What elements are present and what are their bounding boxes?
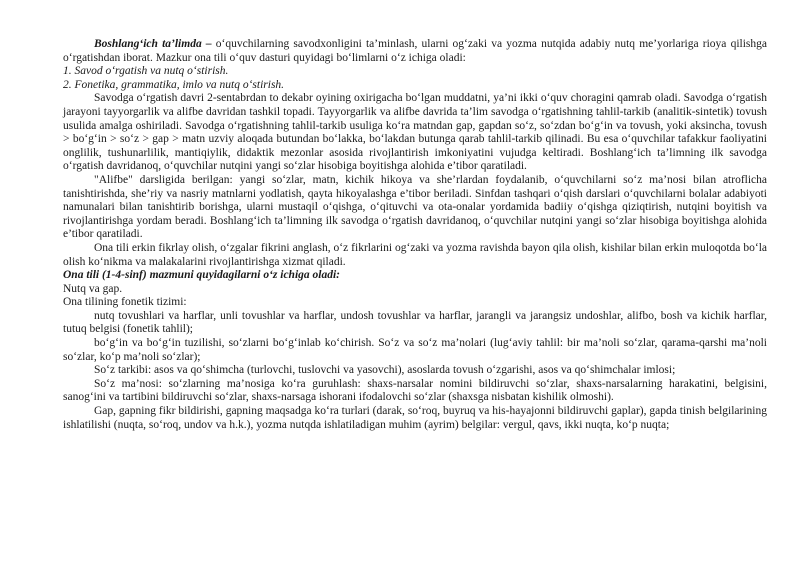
- paragraph-soz-tarkibi: So‘z tarkibi: asos va qo‘shimcha (turlovchi, tuslovchi va yasovchi), asoslarda tovush o‘zgarishi, asos va qo‘shimchalar imlosi;: [94, 364, 676, 377]
- list-item-1: 1. Savod o‘rgatish va nutq o‘stirish.: [63, 65, 229, 78]
- paragraph-tovushlar: nutq tovushlari va harflar, unli tovushlar va harflar, undosh tovushlar va harflar, jarangli va jarangsiz undoshlar, alifbo, bosh va kichik harflar, tutuq belgisi (fonetik tahlil);: [63, 309, 767, 336]
- line-fonetik: Ona tilining fonetik tizimi:: [63, 296, 187, 309]
- intro-text: o‘quvchilarning savodxonligini ta’minlash, ularni og‘zaki va yozma nutqida adabiy nutq me’yorlariga rioya qilishga o‘rgatishdan iborat. Mazkur ona tili o‘quv dasturi quyidagi bo‘limlarni o‘z ichiga oladi:: [63, 38, 767, 64]
- paragraph-alifbe: "Alifbe" darsligida berilgan: yangi so‘zlar, matn, kichik hikoya va she’rlardan foydalanib, o‘quvchilarni so‘z ma’nosi bilan atroflicha tanishtirishda, she’riy va nasriy matnlarni yodlatish, qayta hikoyalashga e’tibor beriladi. Sinfdan tashqari o‘qish darslari o‘quvchilarni bolalar adabiyoti namunalari bilan tanishtirib borishga, ularni mustaqil o‘qishga, o‘qituvchi va ota-onalar yordamida badiiy o‘qishga qiziqtirish, nutqini boyitish va rivojlantirishga yordam beradi. Boshlang‘ich ta’limning ilk savodga o‘rgatish davridanoq, o‘quvchilar nutqini yangi so‘zlar hisobiga boyitishga alohida e’tibor qaratiladi.: [63, 173, 767, 241]
- paragraph-ona-tili: Ona tili erkin fikrlay olish, o‘zgalar fikrini anglash, o‘z fikrlarini og‘zaki va yozma ravishda bayon qila olish, kishilar bilan erkin muloqotda bo‘la olish ko‘nikma va malakalarini rivojlantirishga xizmat qiladi.: [63, 241, 767, 268]
- list-item-2: 2. Fonetika, grammatika, imlo va nutq o‘stirish.: [63, 78, 285, 91]
- line-nutq: Nutq va gap.: [63, 282, 123, 295]
- document-body: [63, 38, 767, 432]
- paragraph-soz-manosi: So‘z ma’nosi: so‘zlarning ma’nosiga ko‘ra guruhlash: shaxs-narsalar nomini bildiruvchi so‘zlar, shaxs-narsalarning harakatini, belgisini, sanog‘ini va tartibini bildiruvchi so‘zlar, shaxs-narsaga ishorani ifodalovchi so‘zlar (shaxsga nisbatan kishilik olmoshi).: [63, 377, 767, 404]
- intro-paragraph: [63, 38, 767, 65]
- paragraph-gap: Gap, gapning fikr bildirishi, gapning maqsadga ko‘ra turlari (darak, so‘roq, buyruq va his-hayajonni bildiruvchi gaplar), gapda tinish belgilarining ishlatilishi (nuqta, so‘roq, undov va h.k.), yozma nutqda ishlatiladigan muhim (ayrim) belgilar: vergul, qavs, ikki nuqta, ko‘p nuqta;: [63, 405, 767, 431]
- section-heading: Ona tili (1-4-sinf) mazmuni quyidagilarni o‘z ichiga oladi:: [63, 269, 340, 282]
- paragraph-bogin: bo‘g‘in va bo‘g‘in tuzilishi, so‘zlarni bo‘g‘inlab ko‘chirish. So‘z va so‘z ma’nolari (lug‘aviy tahlil: bir ma’noli so‘zlar, qarama-qarshi ma’noli so‘zlar, ko‘p ma’noli so‘zlar);: [63, 337, 767, 363]
- paragraph-savodga: Savodga o‘rgatish davri 2-sentabrdan to dekabr oyining oxirigacha bo‘lgan muddatni, ya’ni ikki o‘quv choragini qamrab oladi. Savodga o‘rgatish jarayoni tayyorgarlik va alifbe davridan tashkil topadi. Tayyorgarlik va alifbe davrida ta’lim savodga o‘rgatishning tahlil-tarkib (analitik-sintetik) tovush usulida amalga oshiriladi. Savodga o‘rgatishning tahlil-tarkib usuliga ko‘ra matndan gap, gapdan so‘z, so‘zdan bo‘g‘in va tovush, yoki aksincha, tovush > bo‘g‘in > so‘z > gap > matn uzviy aloqada butundan bo‘lakka, bo‘lakdan butunga qarab tahlil-tarkib qilinadi. Bu esa o‘quvchilar tafakkur faoliyatini onglilik, tushunarlilik, mantiqiylik, didaktik mezonlar asosida rivojlantirish imkoniyatini vujudga keltiradi. Boshlang‘ich ta’limning ilk savodga o‘rgatish davridanoq, o‘quvchilar nutqini yangi so‘zlar hisobiga boyitishga alohida e’tibor qaratiladi.: [63, 92, 767, 173]
- intro-lead: Boshlang‘ich ta’limda –: [94, 38, 212, 50]
